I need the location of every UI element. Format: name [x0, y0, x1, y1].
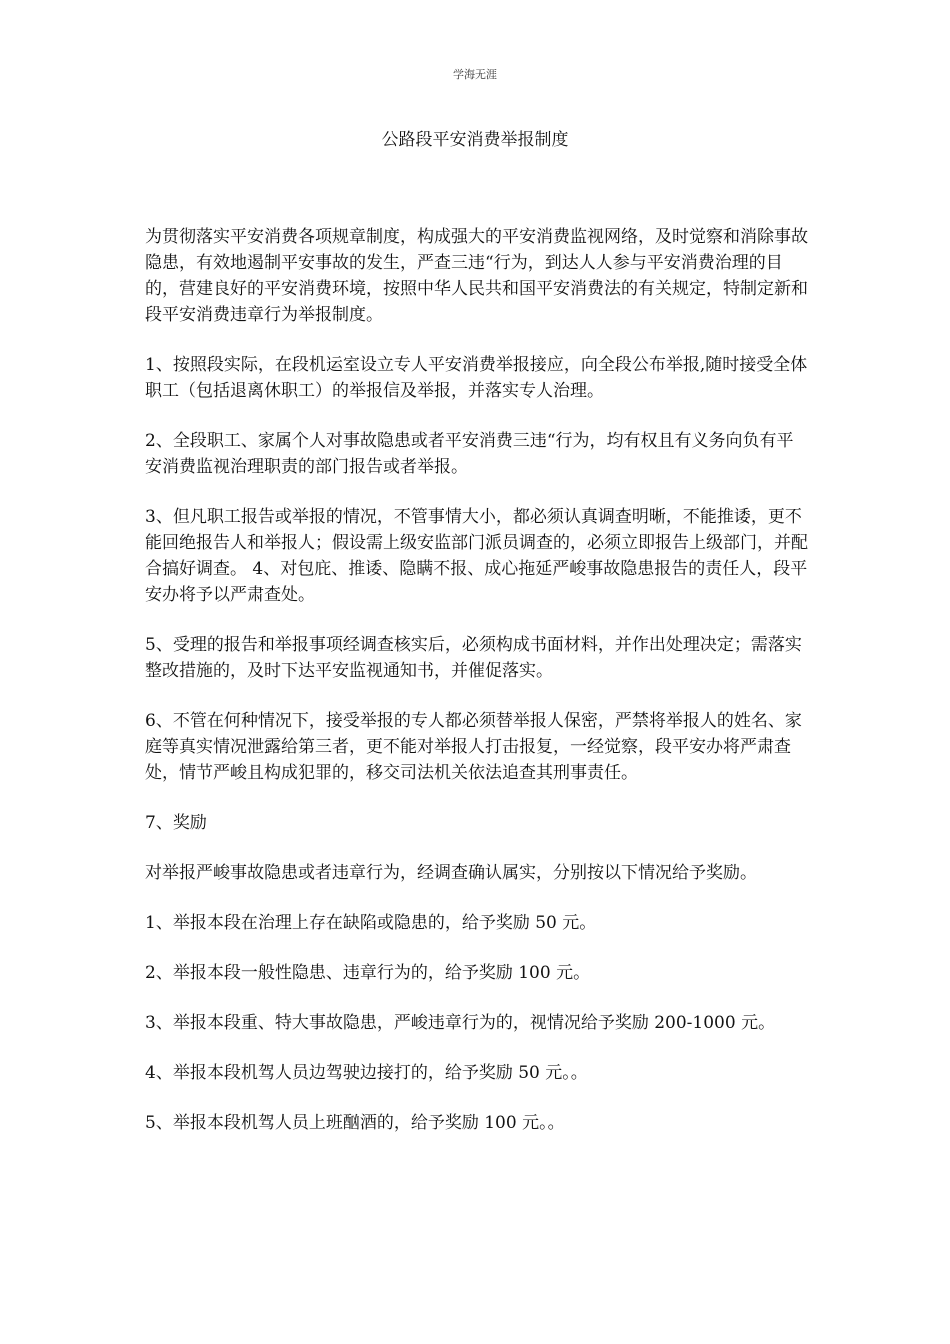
paragraph-intro: 为贯彻落实平安消费各项规章制度，构成强大的平安消费监视网络，及时觉察和消除事故隐患，有效地遏制平安事故的发生，严查三违“行为，到达人人参与平安消费治理的目的，营建良好的平安消费环境，按照中华人民共和国平安消费法的有关规定，特制定新和段平安消费违章行为举报制度。: [145, 227, 808, 325]
page-header-note: 学海无涯: [453, 68, 497, 81]
paragraph-reward-1: 1、举报本段在治理上存在缺陷或隐患的，给予奖励 50 元。: [145, 913, 597, 933]
document-title: 公路段平安消费举报制度: [381, 130, 569, 150]
paragraph-reward-intro: 对举报严峻事故隐患或者违章行为，经调查确认属实，分别按以下情况给予奖励。: [145, 863, 757, 883]
paragraph-reward-3: 3、举报本段重、特大事故隐患，严峻违章行为的，视情况给予奖励 200-1000 元。: [145, 1013, 776, 1033]
paragraph-item-6: 6、不管在何种情况下，接受举报的专人都必须替举报人保密，严禁将举报人的姓名、家庭等真实情况泄露给第三者，更不能对举报人打击报复，一经觉察，段平安办将严肃查处，情节严峻且构成犯罪的，移交司法机关依法追查其刑事责任。: [145, 711, 802, 783]
paragraph-reward-5: 5、举报本段机驾人员上班酗酒的，给予奖励 100 元。。: [145, 1113, 565, 1133]
paragraph-item-3-4: 3、但凡职工报告或举报的情况，不管事情大小，都必须认真调查明晰，不能推诿，更不能回绝报告人和举报人；假设需上级安监部门派员调查的，必须立即报告上级部门，并配合搞好调查。 4、对包庇、推诿、隐瞒不报、成心拖延严峻事故隐患报告的责任人，段平安办将予以严肃查处。: [145, 507, 808, 605]
paragraph-item-1: 1、按照段实际，在段机运室设立专人平安消费举报接应，向全段公布举报,随时接受全体职工（包括退离休职工）的举报信及举报，并落实专人治理。: [145, 355, 808, 401]
paragraph-item-5: 5、受理的报告和举报事项经调查核实后，必须构成书面材料，并作出处理决定；需落实整改措施的，及时下达平安监视通知书，并催促落实。: [145, 635, 802, 681]
paragraph-item-7-heading: 7、奖励: [145, 813, 207, 833]
paragraph-reward-4: 4、举报本段机驾人员边驾驶边接打的，给予奖励 50 元。。: [145, 1063, 588, 1083]
document-body: [145, 224, 809, 1160]
paragraph-reward-2: 2、举报本段一般性隐患、违章行为的，给予奖励 100 元。: [145, 963, 591, 983]
paragraph-item-2: 2、全段职工、家属个人对事故隐患或者平安消费三违“行为，均有权且有义务向负有平安消费监视治理职责的部门报告或者举报。: [145, 431, 794, 477]
